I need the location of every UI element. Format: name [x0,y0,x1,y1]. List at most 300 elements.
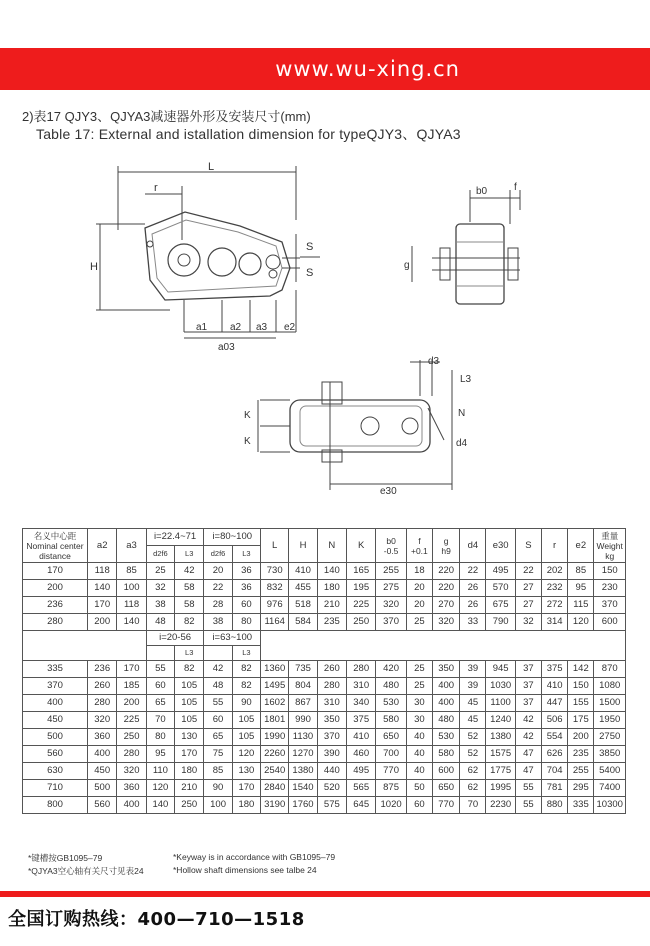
table-cell: 2840 [261,780,289,797]
table-cell: 495 [486,563,515,580]
shaft-view-drawing [404,182,520,304]
table-body-group-a [23,563,626,631]
table-cell: 20 [406,580,432,597]
table-cell: 52 [460,729,486,746]
header-e30: e30 [486,529,515,563]
table-row [23,678,626,695]
table-subheader [23,631,626,661]
table-cell: 130 [175,729,204,746]
table-cell: 2260 [261,746,289,763]
table-cell: 25 [406,678,432,695]
table-cell: 675 [486,597,515,614]
table-cell: 85 [204,763,232,780]
table-cell: 39 [460,678,486,695]
table-cell: 370 [317,729,346,746]
table-cell: 575 [317,797,346,814]
label-e2: e2 [284,322,296,333]
table-cell: 645 [347,797,376,814]
table-cell: 875 [376,780,406,797]
table-cell: 235 [568,746,594,763]
header-K: K [347,529,376,563]
table-cell: 180 [317,580,346,597]
table-cell: 1950 [594,712,626,729]
table-cell: 236 [88,661,117,678]
label-b0: b0 [476,186,488,197]
table-cell: 1995 [486,780,515,797]
table-cell: 20 [204,563,232,580]
table-cell: 60 [406,797,432,814]
dimension-drawings [0,150,650,520]
table-cell: 55 [515,780,541,797]
table-cell: 95 [146,746,174,763]
table-cell: 945 [486,661,515,678]
dimension-table [22,528,626,814]
table-cell: 1270 [289,746,317,763]
table-cell: 584 [289,614,317,631]
table-cell: 140 [146,797,174,814]
table-cell: 200 [117,695,146,712]
table-cell: 130 [232,763,260,780]
table-cell: 375 [542,661,568,678]
table-cell: 32 [515,614,541,631]
table-cell: 310 [347,678,376,695]
table-cell: 60 [232,597,260,614]
table-cell: 335 [568,797,594,814]
table-cell: 38 [204,614,232,631]
table-row [23,797,626,814]
front-view-drawing [90,161,320,353]
table-cell: 1164 [261,614,289,631]
table-cell: 735 [289,661,317,678]
table-cell: 1760 [289,797,317,814]
table-cell: 55 [204,695,232,712]
table-cell: 62 [460,780,486,797]
table-cell: 1380 [289,763,317,780]
table-cell: 142 [568,661,594,678]
header-S: S [515,529,541,563]
table-cell: 260 [88,678,117,695]
table-cell: 180 [232,797,260,814]
table-cell: 25 [406,614,432,631]
table-cell: 30 [406,695,432,712]
label-d4: d4 [456,438,468,449]
table-cell: 600 [594,614,626,631]
table-cell: 560 [88,797,117,814]
label-e30: e30 [380,486,397,497]
table-cell: 82 [175,614,204,631]
table-cell: 26 [460,580,486,597]
label-S-bottom: S [306,267,314,279]
table-cell: 410 [347,729,376,746]
table-cell: 650 [432,780,459,797]
table-cell: 210 [317,597,346,614]
table-cell: 420 [376,661,406,678]
table-cell: 155 [568,695,594,712]
table-cell: 275 [376,580,406,597]
label-a1: a1 [196,322,208,333]
table-cell: 781 [542,780,568,797]
table-cell: 700 [376,746,406,763]
table-cell: 200 [568,729,594,746]
table-cell: 410 [289,563,317,580]
subheader-ratio2: i=63~100 [204,631,261,646]
table-cell: 2230 [486,797,515,814]
table-cell: 70 [460,797,486,814]
table-cell: 1130 [289,729,317,746]
table-cell: 495 [347,763,376,780]
table-cell: 800 [23,797,88,814]
table-cell: 32 [146,580,174,597]
table-cell: 400 [432,695,459,712]
header-d2f6-2: d2f6 [204,546,232,563]
table-cell: 710 [23,780,88,797]
subheader-L3-1: L3 [175,646,204,661]
table-cell: 2750 [594,729,626,746]
table-cell: 500 [23,729,88,746]
table-cell: 225 [347,597,376,614]
table-cell: 235 [317,614,346,631]
table-cell: 18 [406,563,432,580]
table-cell: 70 [146,712,174,729]
table-cell: 80 [232,614,260,631]
header-f: f +0.1 [406,529,432,563]
table-cell: 170 [117,661,146,678]
note-keyway-en: *Keyway is in accordance with GB1095–79 [173,852,336,862]
table-cell: 460 [347,746,376,763]
table-cell: 40 [406,746,432,763]
label-a3: a3 [256,322,268,333]
table-row [23,780,626,797]
table-cell: 770 [432,797,459,814]
table-cell: 220 [432,563,459,580]
table-cell: 280 [317,678,346,695]
table-cell: 280 [117,746,146,763]
table-cell: 400 [23,695,88,712]
table-cell: 60 [204,712,232,729]
header-r: r [542,529,568,563]
label-S-top: S [306,241,314,253]
top-view-drawing [244,356,472,497]
table-cell: 100 [204,797,232,814]
title-english: Table 17: External and istallation dimension for typeQJY3、QJYA3 [36,126,461,142]
table-cell: 480 [376,678,406,695]
table-cell: 410 [542,678,568,695]
table-cell: 565 [347,780,376,797]
table-cell: 210 [175,780,204,797]
table-cell: 30 [406,712,432,729]
note-hollow-en: *Hollow shaft dimensions see talbe 24 [173,865,317,875]
table-cell: 3850 [594,746,626,763]
table-cell: 450 [23,712,88,729]
table-cell: 28 [204,597,232,614]
table-cell: 118 [88,563,117,580]
table-cell: 880 [542,797,568,814]
table-cell: 50 [406,780,432,797]
table-row [23,746,626,763]
table-header [23,529,626,563]
table-cell: 150 [594,563,626,580]
table-cell: 65 [204,729,232,746]
table-cell: 20 [406,597,432,614]
header-L: L [261,529,289,563]
table-row [23,763,626,780]
header-a2: a2 [88,529,117,563]
table-cell: 120 [146,780,174,797]
table-cell: 1500 [594,695,626,712]
table-cell: 200 [23,580,88,597]
table-cell: 47 [515,763,541,780]
table-cell: 37 [515,678,541,695]
top-banner [0,48,650,90]
table-cell: 37 [515,695,541,712]
table-cell: 7400 [594,780,626,797]
header-ratio1: i=22.4~71 [146,529,204,546]
table-cell: 320 [376,597,406,614]
table-cell: 1380 [486,729,515,746]
table-cell: 58 [175,580,204,597]
table-cell: 400 [88,746,117,763]
table-row [23,597,626,614]
table-row [23,614,626,631]
note-hollow-cn: *QJYA3空心轴有关尺寸见表24 [28,866,144,876]
table-cell: 370 [23,678,88,695]
table-cell: 570 [486,580,515,597]
table-cell: 375 [347,712,376,729]
table-cell: 990 [289,712,317,729]
table-cell: 790 [486,614,515,631]
table-cell: 455 [289,580,317,597]
table-cell: 82 [232,678,260,695]
table-cell: 867 [289,695,317,712]
table-row [23,712,626,729]
header-d2f6-1: d2f6 [146,546,174,563]
table-cell: 506 [542,712,568,729]
table-cell: 280 [347,661,376,678]
table-cell: 280 [88,695,117,712]
table-cell: 150 [568,678,594,695]
table-cell: 37 [515,661,541,678]
table-cell: 1030 [486,678,515,695]
label-r: r [154,182,158,194]
table-cell: 110 [146,763,174,780]
header-b0: b0 -0.5 [376,529,406,563]
table-cell: 360 [88,729,117,746]
table-cell: 580 [432,746,459,763]
table-cell: 580 [376,712,406,729]
table-cell: 60 [146,678,174,695]
table-cell: 1080 [594,678,626,695]
table-cell: 65 [146,695,174,712]
table-cell: 22 [460,563,486,580]
site-url[interactable]: www.wu-xing.cn [275,57,460,81]
header-g: g h9 [432,529,459,563]
table-cell: 120 [232,746,260,763]
table-cell: 1801 [261,712,289,729]
table-cell: 600 [432,763,459,780]
table-cell: 500 [88,780,117,797]
label-f: f [514,182,517,193]
table-cell: 170 [88,597,117,614]
table-cell: 165 [347,563,376,580]
table-cell: 55 [146,661,174,678]
table-cell: 1575 [486,746,515,763]
table-cell: 400 [432,678,459,695]
table-cell: 554 [542,729,568,746]
table-cell: 55 [515,797,541,814]
label-a03: a03 [218,342,235,353]
table-cell: 118 [117,597,146,614]
table-cell: 804 [289,678,317,695]
table-cell: 52 [460,746,486,763]
table-cell: 1020 [376,797,406,814]
table-cell: 520 [317,780,346,797]
table-cell: 48 [146,614,174,631]
table-cell: 730 [261,563,289,580]
table-cell: 225 [117,712,146,729]
table-cell: 704 [542,763,568,780]
table-cell: 120 [568,614,594,631]
label-L3: L3 [460,374,472,385]
table-cell: 370 [376,614,406,631]
table-cell: 82 [232,661,260,678]
table-cell: 320 [432,614,459,631]
table-cell: 270 [432,597,459,614]
table-cell: 90 [232,695,260,712]
label-a2: a2 [230,322,242,333]
table-cell: 314 [542,614,568,631]
table-cell: 202 [542,563,568,580]
table-row [23,563,626,580]
table-cell: 320 [88,712,117,729]
label-g: g [404,260,410,271]
table-cell: 5400 [594,763,626,780]
label-K-bottom: K [244,436,251,447]
table-cell: 115 [568,597,594,614]
table-cell: 40 [406,729,432,746]
table-cell: 255 [568,763,594,780]
note-keyway-cn: *键槽按GB1095–79 [28,853,103,863]
table-cell: 630 [23,763,88,780]
table-cell: 340 [347,695,376,712]
header-d4: d4 [460,529,486,563]
table-cell: 62 [460,763,486,780]
table-cell: 350 [432,661,459,678]
table-cell: 105 [175,695,204,712]
table-cell: 518 [289,597,317,614]
table-cell: 280 [23,614,88,631]
table-cell: 232 [542,580,568,597]
header-N: N [317,529,346,563]
label-K-top: K [244,410,251,421]
table-cell: 250 [117,729,146,746]
header-H: H [289,529,317,563]
order-hotline[interactable]: 全国订购热线：400—710—1518 [8,909,305,930]
table-cell: 626 [542,746,568,763]
table-cell: 350 [317,712,346,729]
table-cell: 320 [117,763,146,780]
table-cell: 27 [515,597,541,614]
table-cell: 1100 [486,695,515,712]
table-row [23,661,626,678]
table-cell: 390 [317,746,346,763]
table-row [23,729,626,746]
table-cell: 220 [432,580,459,597]
label-d3: d3 [428,356,440,367]
table-cell: 170 [175,746,204,763]
table-cell: 3190 [261,797,289,814]
table-cell: 26 [460,597,486,614]
table-cell: 236 [23,597,88,614]
table-cell: 832 [261,580,289,597]
table-cell: 82 [175,661,204,678]
table-cell: 360 [117,780,146,797]
table-cell: 48 [204,678,232,695]
table-cell: 255 [376,563,406,580]
table-cell: 45 [460,712,486,729]
table-cell: 1990 [261,729,289,746]
table-cell: 47 [515,746,541,763]
table-cell: 272 [542,597,568,614]
bottom-red-bar [0,891,650,897]
table-cell: 85 [117,563,146,580]
table-cell: 530 [376,695,406,712]
table-cell: 976 [261,597,289,614]
table-cell: 440 [317,763,346,780]
table-row [23,695,626,712]
table-cell: 1540 [289,780,317,797]
table-cell: 10300 [594,797,626,814]
table-cell: 25 [406,661,432,678]
title-chinese: 2)表17 QJY3、QJYA3减速器外形及安装尺寸(mm) [22,109,311,124]
table-cell: 58 [175,597,204,614]
table-cell: 27 [515,580,541,597]
table-cell: 1775 [486,763,515,780]
table-cell: 42 [515,729,541,746]
header-ratio2: i=80~100 [204,529,261,546]
table-cell: 95 [568,580,594,597]
table-cell: 42 [515,712,541,729]
table-cell: 105 [232,712,260,729]
table-cell: 480 [432,712,459,729]
table-cell: 195 [347,580,376,597]
table-cell: 39 [460,661,486,678]
table-cell: 260 [317,661,346,678]
table-cell: 140 [117,614,146,631]
table-cell: 1360 [261,661,289,678]
table-cell: 250 [347,614,376,631]
table-cell: 530 [432,729,459,746]
label-H: H [90,261,98,273]
table-cell: 105 [175,712,204,729]
table-cell: 36 [232,563,260,580]
table-cell: 1602 [261,695,289,712]
table-cell: 45 [460,695,486,712]
table-cell: 22 [204,580,232,597]
table-cell: 80 [146,729,174,746]
table-cell: 22 [515,563,541,580]
table-cell: 170 [23,563,88,580]
table-cell: 40 [406,763,432,780]
table-cell: 36 [232,580,260,597]
header-weight: 重量 Weight kg [594,529,626,563]
table-row [23,580,626,597]
table-cell: 870 [594,661,626,678]
label-N: N [458,408,466,419]
header-L3-2: L3 [232,546,260,563]
table-cell: 105 [232,729,260,746]
table-cell: 2540 [261,763,289,780]
table-cell: 370 [594,597,626,614]
